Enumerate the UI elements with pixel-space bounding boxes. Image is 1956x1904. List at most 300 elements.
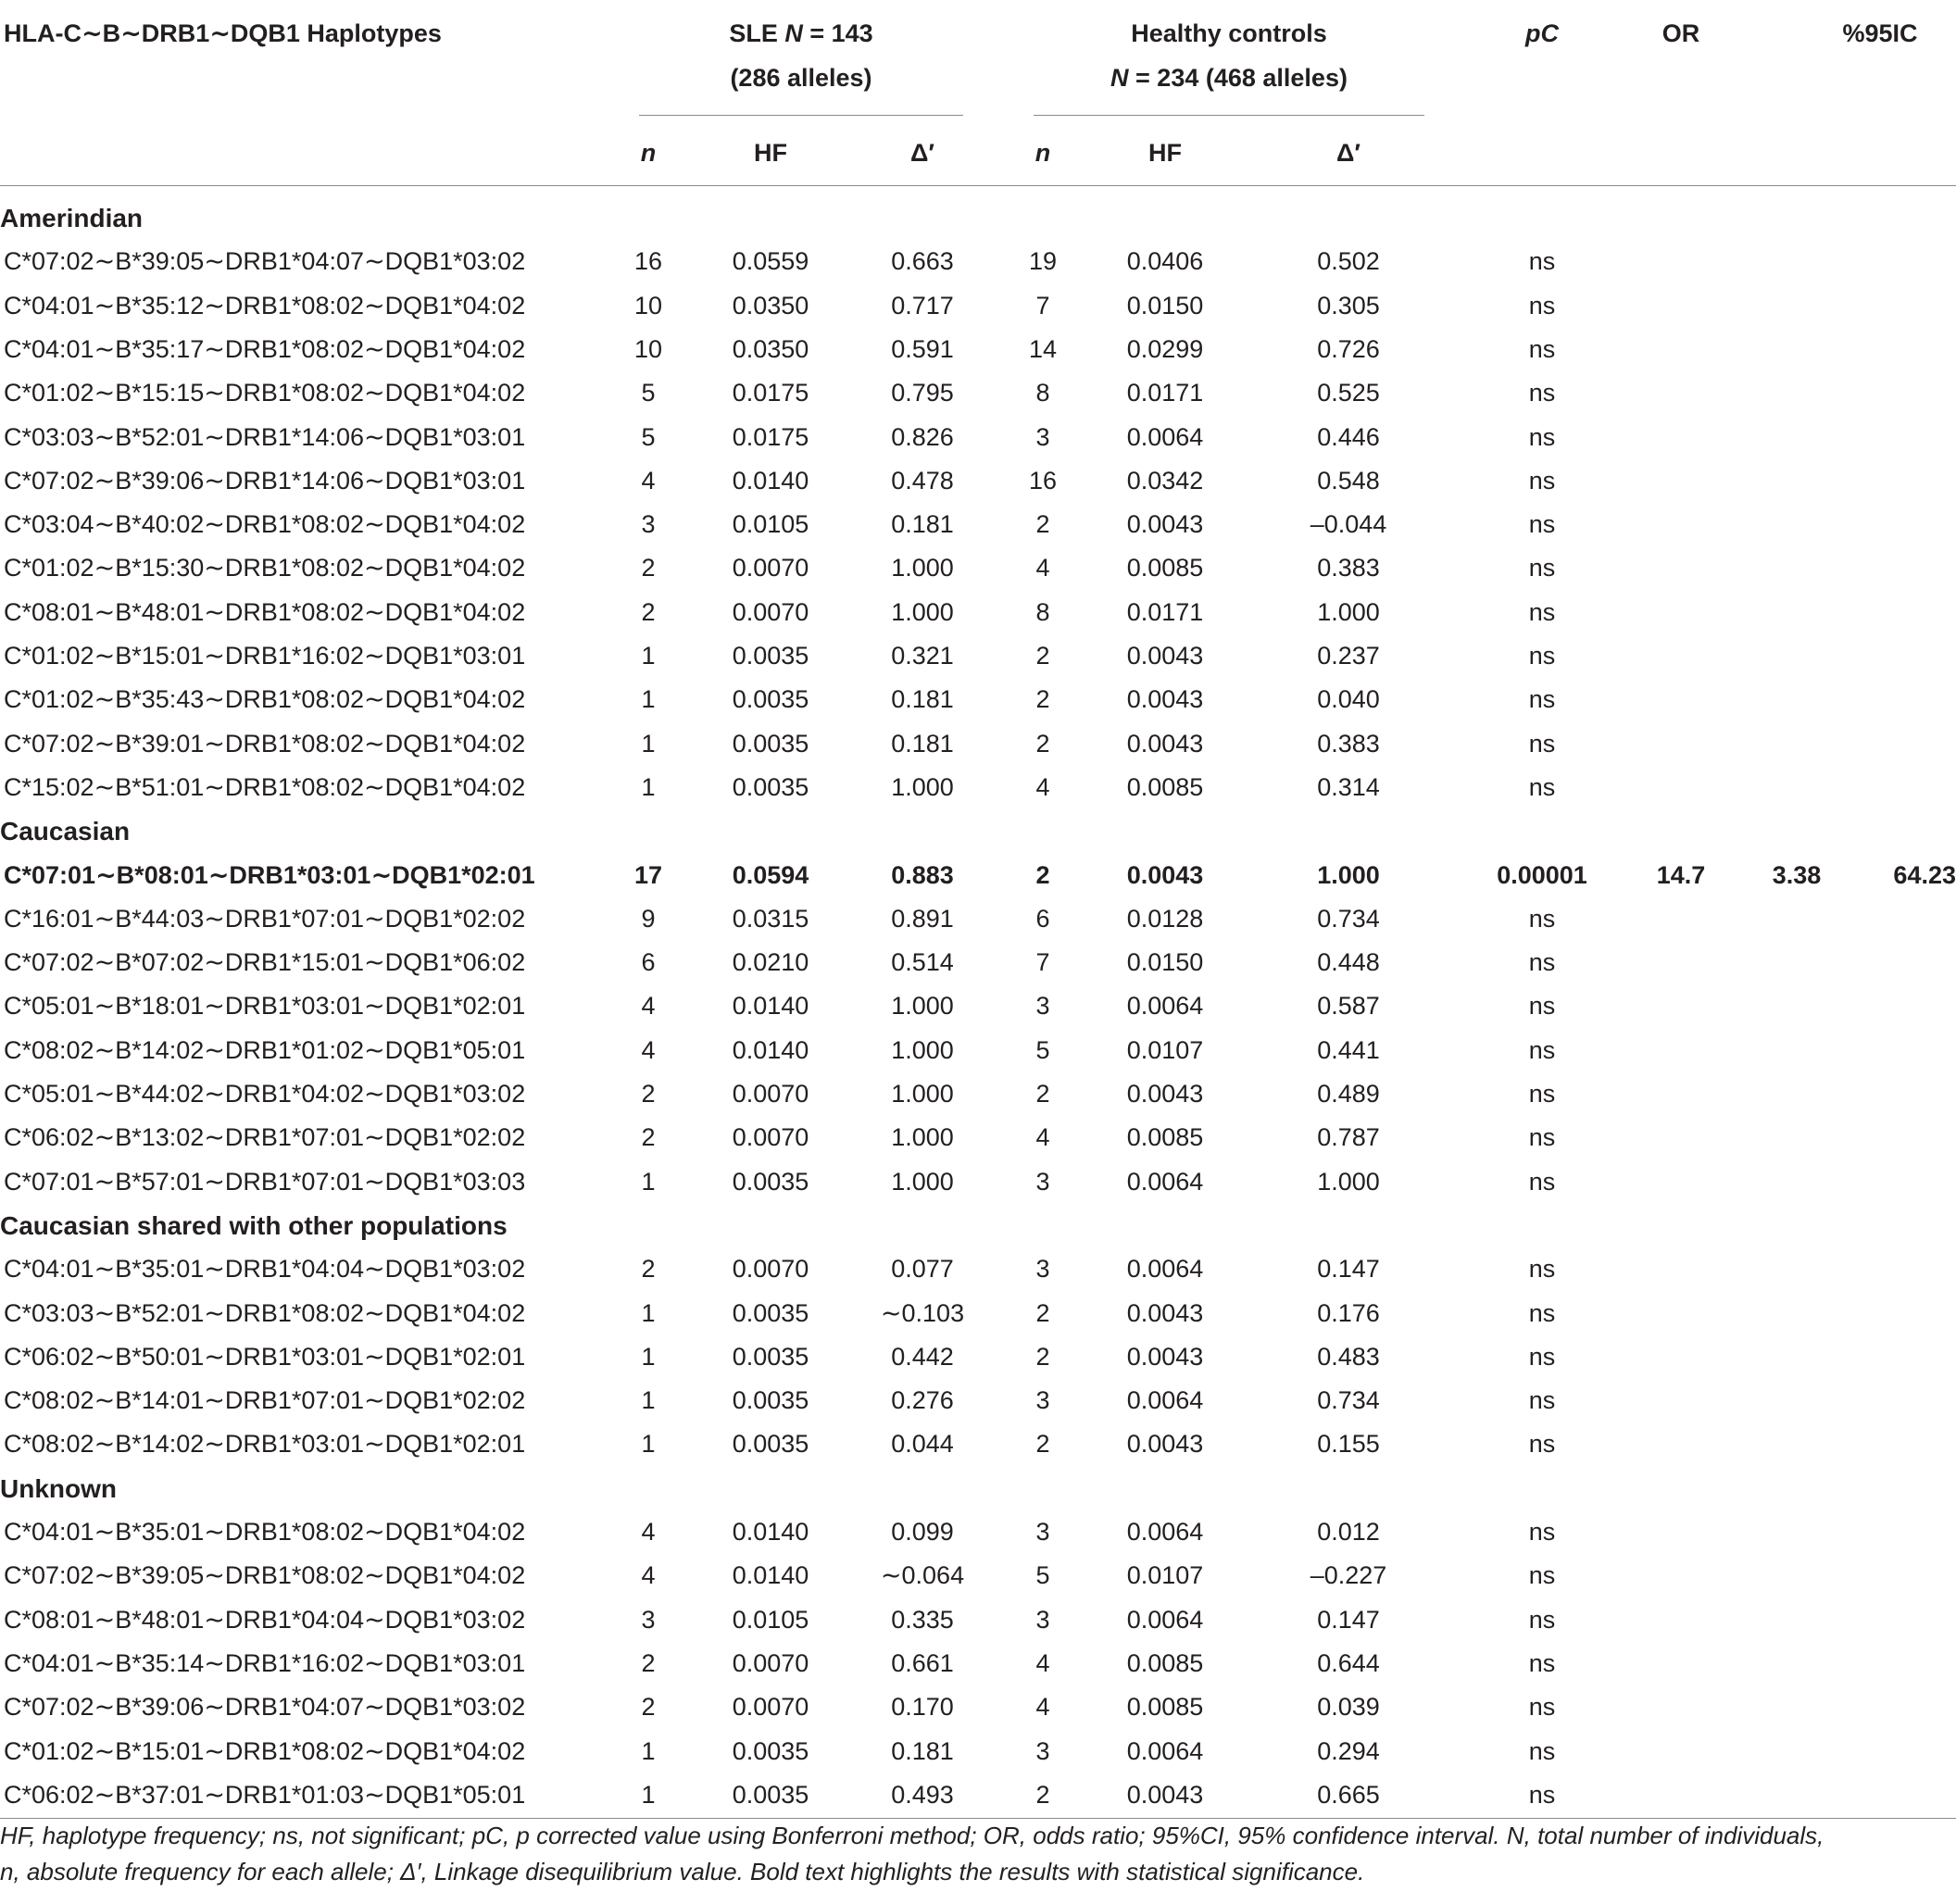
haplotype-cell: C*05:01∼B*44:02∼DRB1*04:02∼DQB1*03:02: [4, 1080, 526, 1108]
hc-hf-cell: 0.0085: [1126, 1693, 1204, 1722]
hc-n-cell: 2: [1035, 860, 1050, 889]
rule-header-bottom: [0, 185, 1956, 186]
sle-hf-cell: 0.0315: [732, 904, 809, 933]
hc-n-cell: 3: [1035, 1167, 1050, 1196]
haplotype-cell: C*04:01∼B*35:14∼DRB1*16:02∼DQB1*03:01: [4, 1648, 526, 1677]
hc-delta-cell: 0.502: [1317, 247, 1380, 276]
table-row: [0, 897, 1956, 941]
pc-cell: ns: [1528, 597, 1556, 626]
hc-delta-cell: 0.734: [1317, 904, 1380, 933]
sle-hf-cell: 0.0035: [732, 1780, 809, 1809]
hc-hf-cell: 0.0043: [1126, 1298, 1204, 1327]
hc-delta-cell: 0.489: [1317, 1080, 1380, 1108]
haplotype-cell: C*03:03∼B*52:01∼DRB1*08:02∼DQB1*04:02: [4, 1298, 526, 1327]
hc-n-cell: 5: [1035, 1035, 1050, 1064]
hc-delta-cell: 0.314: [1317, 772, 1380, 801]
sle-delta-cell: 0.661: [891, 1648, 954, 1677]
sle-hf-cell: 0.0070: [732, 1255, 809, 1284]
hc-hf-cell: 0.0064: [1126, 1518, 1204, 1546]
table-row: [0, 1247, 1956, 1291]
haplotype-cell: C*07:02∼B*39:06∼DRB1*04:07∼DQB1*03:02: [4, 1693, 526, 1722]
sle-hf-cell: 0.0070: [732, 1123, 809, 1152]
haplotype-cell: C*06:02∼B*50:01∼DRB1*03:01∼DQB1*02:01: [4, 1342, 526, 1371]
hc-n-cell: 2: [1035, 642, 1050, 670]
subheader-n-sle: [621, 131, 676, 175]
hc-hf-cell: 0.0299: [1126, 334, 1204, 363]
hc-hf-cell: 0.0128: [1126, 904, 1204, 933]
pc-cell: ns: [1528, 291, 1556, 319]
sle-hf-cell: 0.0035: [732, 1342, 809, 1371]
sle-delta-cell: 1.000: [891, 1080, 954, 1108]
subheader-n-sle-label: n: [640, 139, 657, 167]
sle-n-cell: 1: [641, 1342, 656, 1371]
hc-n-cell: 2: [1035, 729, 1050, 758]
sle-hf-cell: 0.0105: [732, 510, 809, 539]
subheader-hf-sle: HF: [754, 139, 787, 167]
hc-delta-cell: 0.446: [1317, 422, 1380, 451]
table-row: [0, 1554, 1956, 1597]
sle-delta-cell: 0.883: [891, 860, 954, 889]
hc-hf-cell: 0.0107: [1126, 1035, 1204, 1064]
hc-delta-cell: 0.383: [1317, 554, 1380, 582]
pc-cell: ns: [1528, 992, 1556, 1021]
table-row: [0, 722, 1956, 766]
pc-cell: ns: [1528, 1780, 1556, 1809]
hc-n-cell: 3: [1035, 1386, 1050, 1415]
table-row: [0, 1642, 1956, 1685]
sle-n-cell: 10: [633, 291, 663, 319]
hc-n-cell: 2: [1035, 1780, 1050, 1809]
sle-hf-cell: 0.0594: [732, 860, 809, 889]
header-or: OR: [1661, 19, 1700, 47]
footnote-line2: n, absolute frequency for each allele; Δ′, Linkage disequilibrium value. Bold text highlights the results with statistical significance.: [0, 1858, 1365, 1885]
sle-delta-cell: 0.663: [891, 247, 954, 276]
hc-delta-cell: 0.441: [1317, 1035, 1380, 1064]
hc-delta-cell: 0.483: [1317, 1342, 1380, 1371]
haplotype-cell: C*07:02∼B*39:06∼DRB1*14:06∼DQB1*03:01: [4, 466, 526, 495]
sle-hf-cell: 0.0035: [732, 1430, 809, 1459]
pc-cell: ns: [1528, 334, 1556, 363]
hc-delta-cell: 0.548: [1317, 466, 1380, 495]
haplotype-cell: C*01:02∼B*15:30∼DRB1*08:02∼DQB1*04:02: [4, 554, 526, 582]
haplotype-cell: C*05:01∼B*18:01∼DRB1*03:01∼DQB1*02:01: [4, 992, 526, 1021]
haplotype-cell: C*06:02∼B*13:02∼DRB1*07:01∼DQB1*02:02: [4, 1123, 526, 1152]
sle-n-cell: 6: [641, 948, 656, 977]
header-pc: [1482, 11, 1602, 56]
sle-hf-cell: 0.0350: [732, 291, 809, 319]
pc-cell: ns: [1528, 642, 1556, 670]
sle-n-cell: 1: [641, 1386, 656, 1415]
sle-n-cell: 1: [641, 1167, 656, 1196]
sle-hf-cell: 0.0210: [732, 948, 809, 977]
pc-cell: ns: [1528, 510, 1556, 539]
hc-n-cell: 7: [1035, 948, 1050, 977]
table-row: [0, 284, 1956, 328]
hc-hf-cell: 0.0064: [1126, 1386, 1204, 1415]
table-row: [0, 1422, 1956, 1466]
table-row: [0, 328, 1956, 371]
sle-n-cell: 1: [641, 1298, 656, 1327]
hc-delta-cell: 0.734: [1317, 1386, 1380, 1415]
hc-hf-cell: 0.0043: [1126, 1780, 1204, 1809]
table-row: [0, 1730, 1956, 1773]
hc-delta-cell: 1.000: [1317, 597, 1380, 626]
sle-delta-cell: 0.717: [891, 291, 954, 319]
hc-hf-cell: 0.0043: [1126, 685, 1204, 714]
sle-delta-cell: 0.795: [891, 379, 954, 407]
header-ic: %95IC: [1842, 19, 1918, 47]
table-row: [0, 240, 1956, 283]
sle-delta-cell: 1.000: [891, 554, 954, 582]
sle-n-cell: 9: [641, 904, 656, 933]
pc-cell: ns: [1528, 1736, 1556, 1765]
sle-hf-cell: 0.0559: [732, 247, 809, 276]
rule-hc: [1034, 115, 1424, 116]
group-heading: Amerindian: [0, 204, 144, 232]
hc-n-cell: 6: [1035, 904, 1050, 933]
hc-delta-cell: 0.787: [1317, 1123, 1380, 1152]
sle-delta-cell: 0.321: [891, 642, 954, 670]
hc-delta-cell: 0.448: [1317, 948, 1380, 977]
sle-hf-cell: 0.0035: [732, 1298, 809, 1327]
header-sle: [639, 11, 963, 56]
hc-hf-cell: 0.0150: [1126, 291, 1204, 319]
table-row: [0, 1116, 1956, 1159]
hc-delta-cell: 0.012: [1317, 1518, 1380, 1546]
sle-delta-cell: 0.044: [891, 1430, 954, 1459]
hc-delta-cell: 0.147: [1317, 1255, 1380, 1284]
group-heading: Unknown: [0, 1473, 117, 1503]
sle-delta-cell: 1.000: [891, 1167, 954, 1196]
hc-n-cell: 4: [1035, 772, 1050, 801]
pc-cell: ns: [1528, 247, 1556, 276]
sle-delta-cell: 1.000: [891, 1123, 954, 1152]
haplotype-cell: C*04:01∼B*35:17∼DRB1*08:02∼DQB1*04:02: [4, 334, 526, 363]
sle-delta-cell: 0.891: [891, 904, 954, 933]
sle-delta-cell: 0.077: [891, 1255, 954, 1284]
hc-n-cell: 2: [1035, 1430, 1050, 1459]
footnote-line1: HF, haplotype frequency; ns, not significant; pC, p corrected value using Bonferroni method; OR, odds ratio; 95%CI, 95% confidence interval. N, total number of individuals,: [0, 1822, 1824, 1849]
sle-delta-cell: 0.826: [891, 422, 954, 451]
hc-delta-cell: 0.644: [1317, 1648, 1380, 1677]
sle-delta-cell: 0.181: [891, 685, 954, 714]
hc-n-cell: 4: [1035, 554, 1050, 582]
haplotype-cell: C*03:03∼B*52:01∼DRB1*14:06∼DQB1*03:01: [4, 422, 526, 451]
haplotype-cell: C*07:02∼B*39:01∼DRB1*08:02∼DQB1*04:02: [4, 729, 526, 758]
hc-hf-cell: 0.0406: [1126, 247, 1204, 276]
haplotype-cell: C*01:02∼B*35:43∼DRB1*08:02∼DQB1*04:02: [4, 685, 526, 714]
haplotype-cell: C*03:04∼B*40:02∼DRB1*08:02∼DQB1*04:02: [4, 510, 526, 539]
hc-n-cell: 2: [1035, 1080, 1050, 1108]
pc-cell: ns: [1528, 1080, 1556, 1108]
hc-hf-cell: 0.0064: [1126, 422, 1204, 451]
table-row: [0, 766, 1956, 809]
hc-n-cell: 8: [1035, 379, 1050, 407]
hc-n-cell: 2: [1035, 1298, 1050, 1327]
haplotype-cell: C*08:02∼B*14:02∼DRB1*03:01∼DQB1*02:01: [4, 1430, 526, 1459]
pc-cell: ns: [1528, 1035, 1556, 1064]
pc-cell: ns: [1528, 1693, 1556, 1722]
haplotype-cell: C*08:01∼B*48:01∼DRB1*08:02∼DQB1*04:02: [4, 597, 526, 626]
sle-n-cell: 17: [633, 860, 663, 889]
hc-n-cell: 3: [1035, 1518, 1050, 1546]
haplotype-cell: C*16:01∼B*44:03∼DRB1*07:01∼DQB1*02:02: [4, 904, 526, 933]
header-hc-count-text: = 234 (468 alleles): [1128, 64, 1348, 92]
sle-hf-cell: 0.0035: [732, 642, 809, 670]
sle-delta-cell: 1.000: [891, 1035, 954, 1064]
hc-delta-cell: 0.383: [1317, 729, 1380, 758]
hc-delta-cell: 0.147: [1317, 1605, 1380, 1634]
sle-n-cell: 1: [641, 685, 656, 714]
hc-delta-cell: –0.044: [1310, 510, 1387, 539]
sle-n-cell: 2: [641, 554, 656, 582]
sle-n-cell: 4: [641, 1035, 656, 1064]
hc-hf-cell: 0.0085: [1126, 1648, 1204, 1677]
hc-n-cell: 8: [1035, 597, 1050, 626]
sle-hf-cell: 0.0070: [732, 554, 809, 582]
sle-n-cell: 4: [641, 1561, 656, 1590]
hc-hf-cell: 0.0171: [1126, 597, 1204, 626]
sle-hf-cell: 0.0070: [732, 1648, 809, 1677]
sle-n-cell: 4: [641, 466, 656, 495]
hc-n-cell: 4: [1035, 1648, 1050, 1677]
sle-n-cell: 5: [641, 422, 656, 451]
table-row: [0, 1029, 1956, 1072]
haplotype-cell: C*04:01∼B*35:12∼DRB1*08:02∼DQB1*04:02: [4, 291, 526, 319]
table-row: [0, 591, 1956, 634]
table-row: [0, 1072, 1956, 1116]
sle-hf-cell: 0.0140: [732, 1561, 809, 1590]
hc-hf-cell: 0.0043: [1126, 1430, 1204, 1459]
hc-delta-cell: 0.040: [1317, 685, 1380, 714]
hc-delta-cell: 0.305: [1317, 291, 1380, 319]
haplotype-cell: C*01:02∼B*15:15∼DRB1*08:02∼DQB1*04:02: [4, 379, 526, 407]
table-row: [0, 984, 1956, 1028]
hc-hf-cell: 0.0064: [1126, 992, 1204, 1021]
sle-hf-cell: 0.0035: [732, 1386, 809, 1415]
sle-delta-cell: 0.181: [891, 729, 954, 758]
sle-delta-cell: 0.181: [891, 1736, 954, 1765]
pc-cell: ns: [1528, 1123, 1556, 1152]
subheader-n-hc-label: n: [1034, 139, 1051, 167]
sle-n-cell: 10: [633, 334, 663, 363]
hc-delta-cell: 0.237: [1317, 642, 1380, 670]
hc-hf-cell: 0.0107: [1126, 1561, 1204, 1590]
header-sle-label: SLE: [729, 19, 785, 47]
header-hc-count: [1034, 56, 1424, 100]
pc-cell: ns: [1528, 1298, 1556, 1327]
table-row: [0, 1379, 1956, 1422]
hc-n-cell: 3: [1035, 422, 1050, 451]
pc-cell: ns: [1528, 422, 1556, 451]
pc-cell: ns: [1528, 1430, 1556, 1459]
haplotype-cell: C*07:01∼B*57:01∼DRB1*07:01∼DQB1*03:03: [4, 1167, 526, 1196]
sle-delta-cell: 0.514: [891, 948, 954, 977]
sle-hf-cell: 0.0035: [732, 1167, 809, 1196]
group-heading: Caucasian: [0, 817, 131, 846]
ic-low-cell: 3.38: [1772, 860, 1822, 889]
sle-delta-cell: 0.442: [891, 1342, 954, 1371]
pc-cell: ns: [1528, 1386, 1556, 1415]
haplotype-cell: C*07:01∼B*08:01∼DRB1*03:01∼DQB1*02:01: [4, 860, 535, 889]
hc-delta-cell: 0.176: [1317, 1298, 1380, 1327]
subheader-hf-hc: HF: [1148, 139, 1182, 167]
hc-n-cell: 4: [1035, 1693, 1050, 1722]
sle-n-cell: 1: [641, 729, 656, 758]
sle-delta-cell: 0.170: [891, 1693, 954, 1722]
subheader-delta-hc: Δ′: [1336, 139, 1360, 167]
pc-cell: ns: [1528, 466, 1556, 495]
sle-hf-cell: 0.0105: [732, 1605, 809, 1634]
table-row: [0, 941, 1956, 984]
table-row: [0, 1773, 1956, 1817]
sle-delta-cell: 0.181: [891, 510, 954, 539]
hc-delta-cell: 0.525: [1317, 379, 1380, 407]
or-cell: 14.7: [1656, 860, 1706, 889]
ic-high-cell: 64.23: [1893, 860, 1956, 889]
hc-hf-cell: 0.0064: [1126, 1605, 1204, 1634]
header-sle-N: N: [784, 19, 803, 47]
haplotype-cell: C*07:02∼B*39:05∼DRB1*04:07∼DQB1*03:02: [4, 247, 526, 276]
hc-delta-cell: 1.000: [1317, 860, 1380, 889]
sle-hf-cell: 0.0035: [732, 685, 809, 714]
hc-n-cell: 19: [1028, 247, 1058, 276]
haplotype-cell: C*07:02∼B*07:02∼DRB1*15:01∼DQB1*06:02: [4, 948, 526, 977]
sle-n-cell: 5: [641, 379, 656, 407]
sle-hf-cell: 0.0035: [732, 729, 809, 758]
hc-hf-cell: 0.0342: [1126, 466, 1204, 495]
subheader-delta-sle: Δ′: [910, 139, 934, 167]
table-row: [0, 1685, 1956, 1729]
sle-delta-cell: 0.276: [891, 1386, 954, 1415]
group-heading: Caucasian shared with other populations: [0, 1210, 508, 1240]
sle-hf-cell: 0.0140: [732, 466, 809, 495]
hc-n-cell: 14: [1028, 334, 1058, 363]
hc-n-cell: 3: [1035, 992, 1050, 1021]
header-haplotype: HLA-C∼B∼DRB1∼DQB1 Haplotypes: [4, 19, 442, 47]
sle-hf-cell: 0.0140: [732, 1518, 809, 1546]
hc-hf-cell: 0.0043: [1126, 642, 1204, 670]
sle-n-cell: 4: [641, 992, 656, 1021]
hc-n-cell: 2: [1035, 510, 1050, 539]
sle-n-cell: 1: [641, 772, 656, 801]
sle-hf-cell: 0.0070: [732, 1080, 809, 1108]
pc-cell: ns: [1528, 729, 1556, 758]
sle-n-cell: 2: [641, 1648, 656, 1677]
pc-cell: ns: [1528, 685, 1556, 714]
sle-hf-cell: 0.0070: [732, 597, 809, 626]
haplotype-cell: C*08:01∼B*48:01∼DRB1*04:04∼DQB1*03:02: [4, 1605, 526, 1634]
sle-delta-cell: 0.335: [891, 1605, 954, 1634]
hc-hf-cell: 0.0043: [1126, 1080, 1204, 1108]
table-row: [0, 678, 1956, 721]
hc-n-cell: 2: [1035, 1342, 1050, 1371]
sle-delta-cell: ∼0.103: [880, 1298, 965, 1327]
hc-hf-cell: 0.0043: [1126, 860, 1204, 889]
pc-cell: ns: [1528, 772, 1556, 801]
subheader-n-hc: [1015, 131, 1071, 175]
hc-hf-cell: 0.0150: [1126, 948, 1204, 977]
sle-n-cell: 4: [641, 1518, 656, 1546]
hc-n-cell: 3: [1035, 1605, 1050, 1634]
hc-hf-cell: 0.0064: [1126, 1255, 1204, 1284]
hc-delta-cell: –0.227: [1310, 1561, 1387, 1590]
sle-n-cell: 1: [641, 1430, 656, 1459]
table-row: [0, 854, 1956, 897]
haplotype-cell: C*04:01∼B*35:01∼DRB1*08:02∼DQB1*04:02: [4, 1518, 526, 1546]
pc-cell: ns: [1528, 379, 1556, 407]
table-row: [0, 634, 1956, 678]
hc-hf-cell: 0.0064: [1126, 1736, 1204, 1765]
sle-delta-cell: 1.000: [891, 597, 954, 626]
pc-cell: 0.00001: [1497, 860, 1587, 889]
hc-n-cell: 3: [1035, 1736, 1050, 1765]
pc-cell: ns: [1528, 1648, 1556, 1677]
haplotype-cell: C*08:02∼B*14:01∼DRB1*07:01∼DQB1*02:02: [4, 1386, 526, 1415]
sle-delta-cell: 0.591: [891, 334, 954, 363]
header-hc-N: N: [1110, 64, 1129, 92]
pc-cell: ns: [1528, 1561, 1556, 1590]
sle-delta-cell: 0.493: [891, 1780, 954, 1809]
pc-cell: ns: [1528, 1342, 1556, 1371]
pc-cell: ns: [1528, 1167, 1556, 1196]
haplotype-cell: C*07:02∼B*39:05∼DRB1*08:02∼DQB1*04:02: [4, 1561, 526, 1590]
hc-n-cell: 2: [1035, 685, 1050, 714]
pc-cell: ns: [1528, 948, 1556, 977]
sle-delta-cell: ∼0.064: [880, 1561, 965, 1590]
pc-cell: ns: [1528, 1605, 1556, 1634]
sle-delta-cell: 0.099: [891, 1518, 954, 1546]
haplotype-cell: C*01:02∼B*15:01∼DRB1*16:02∼DQB1*03:01: [4, 642, 526, 670]
hc-delta-cell: 0.665: [1317, 1780, 1380, 1809]
header-hc: Healthy controls: [1131, 19, 1327, 47]
hc-hf-cell: 0.0043: [1126, 510, 1204, 539]
hc-n-cell: 5: [1035, 1561, 1050, 1590]
hc-hf-cell: 0.0043: [1126, 729, 1204, 758]
table-row: [0, 1335, 1956, 1379]
sle-hf-cell: 0.0175: [732, 379, 809, 407]
haplotype-cell: C*04:01∼B*35:01∼DRB1*04:04∼DQB1*03:02: [4, 1255, 526, 1284]
hc-delta-cell: 0.726: [1317, 334, 1380, 363]
sle-n-cell: 3: [641, 510, 656, 539]
sle-hf-cell: 0.0035: [732, 1736, 809, 1765]
sle-n-cell: 2: [641, 597, 656, 626]
sle-n-cell: 2: [641, 1123, 656, 1152]
pc-cell: ns: [1528, 904, 1556, 933]
sle-delta-cell: 0.478: [891, 466, 954, 495]
sle-n-cell: 2: [641, 1693, 656, 1722]
pc-cell: ns: [1528, 1518, 1556, 1546]
sle-hf-cell: 0.0140: [732, 1035, 809, 1064]
table-row: [0, 416, 1956, 459]
table-row: [0, 459, 1956, 503]
haplotype-cell: C*08:02∼B*14:02∼DRB1*01:02∼DQB1*05:01: [4, 1035, 526, 1064]
hc-delta-cell: 0.039: [1317, 1693, 1380, 1722]
sle-hf-cell: 0.0140: [732, 992, 809, 1021]
hc-hf-cell: 0.0064: [1126, 1167, 1204, 1196]
sle-delta-cell: 1.000: [891, 992, 954, 1021]
hc-hf-cell: 0.0085: [1126, 1123, 1204, 1152]
header-pc-label: pC: [1525, 19, 1559, 47]
sle-hf-cell: 0.0350: [732, 334, 809, 363]
hc-hf-cell: 0.0171: [1126, 379, 1204, 407]
hc-n-cell: 7: [1035, 291, 1050, 319]
sle-delta-cell: 1.000: [891, 772, 954, 801]
table-row: [0, 1598, 1956, 1642]
haplotype-cell: C*06:02∼B*37:01∼DRB1*01:03∼DQB1*05:01: [4, 1780, 526, 1809]
sle-n-cell: 1: [641, 1736, 656, 1765]
hc-hf-cell: 0.0043: [1126, 1342, 1204, 1371]
